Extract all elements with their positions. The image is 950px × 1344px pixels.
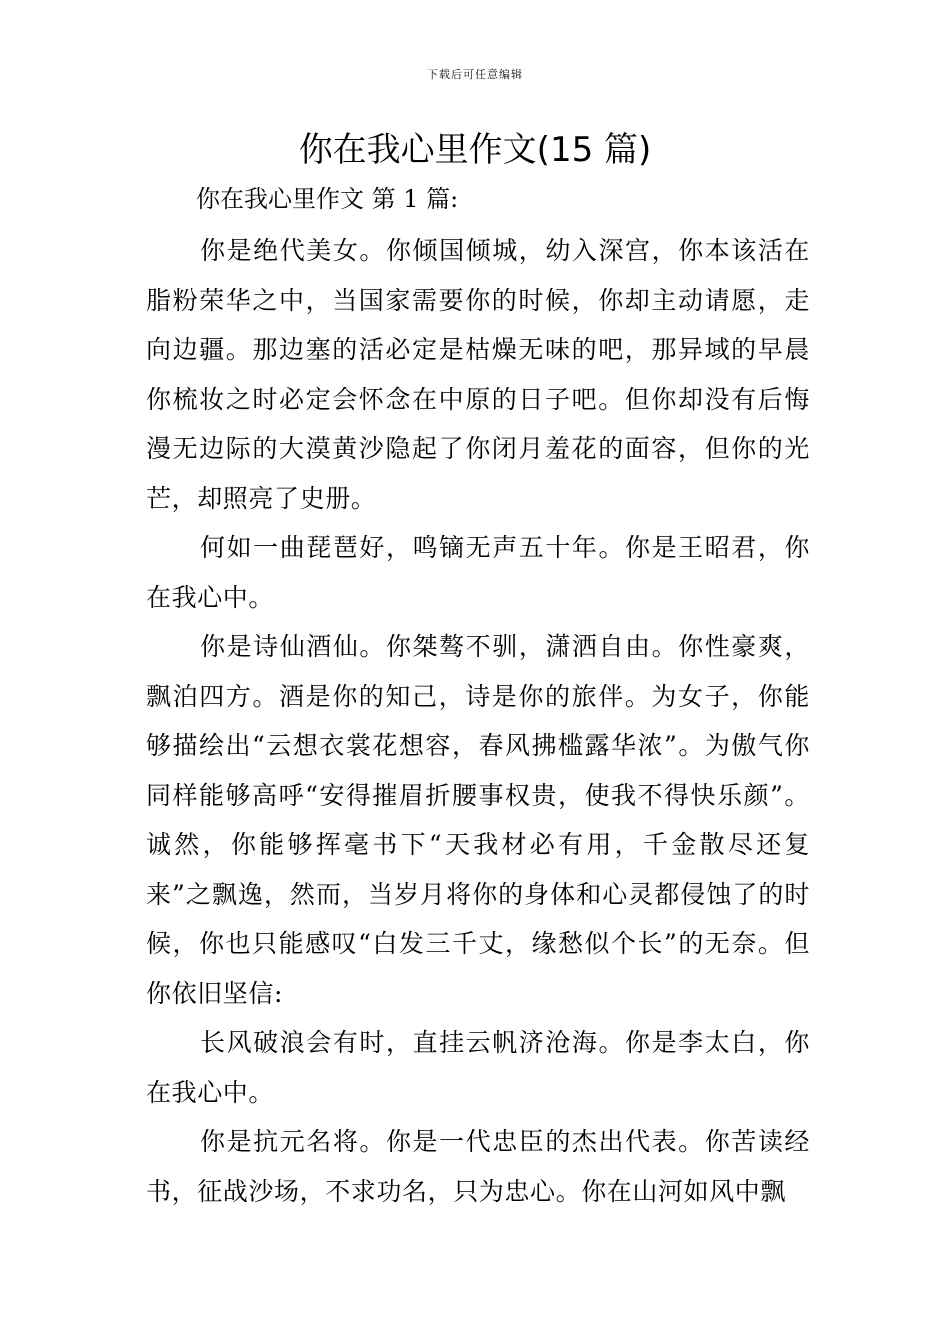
document-title: 你在我心里作文(15 篇) <box>298 130 652 170</box>
paragraph: 你是绝代美女。你倾国倾城，幼入深宫，你本该活在脂粉荣华之中，当国家需要你的时候，你却主动请愿，走向边疆。那边塞的活必定是枯燥无味的吧，那异域的早晨你梳妆之时必定会怀念在中原的日子吧。但你却没有后悔漫无边际的大漠黄沙隐起了你闭月羞花的面容，但你的光芒，却照亮了史册。 <box>146 236 810 513</box>
paragraph: 你是诗仙酒仙。你桀骜不驯，潇洒自由。你性豪爽，飘泊四方。酒是你的知己，诗是你的旅伴。为女子，你能够描绘出“云想衣裳花想容，春风拂槛露华浓”。为傲气你同样能够高呼“安得摧眉折腰事权贵，使我不得快乐颜”。诚然，你能够挥毫书下“天我材必有用，千金散尽还复来”之飘逸，然而，当岁月将你的身体和心灵都侵蚀了的时候，你也只能感叹“白发三千丈，缘愁似个长”的无奈。但你依旧坚信: <box>146 632 810 1008</box>
paragraph: 你是抗元名将。你是一代忠臣的杰出代表。你苦读经书，征战沙场，不求功名，只为忠心。你在山河如风中飘 <box>146 1127 810 1206</box>
paragraph: 何如一曲琵琶好，鸣镝无声五十年。你是王昭君，你在我心中。 <box>146 533 810 612</box>
section-subtitle: 你在我心里作文 第 1 篇: <box>196 185 459 213</box>
body-text <box>146 226 810 1216</box>
paragraph: 长风破浪会有时，直挂云帆济沧海。你是李太白，你在我心中。 <box>146 1028 810 1107</box>
header-note: 下载后可任意编辑 <box>427 68 523 81</box>
